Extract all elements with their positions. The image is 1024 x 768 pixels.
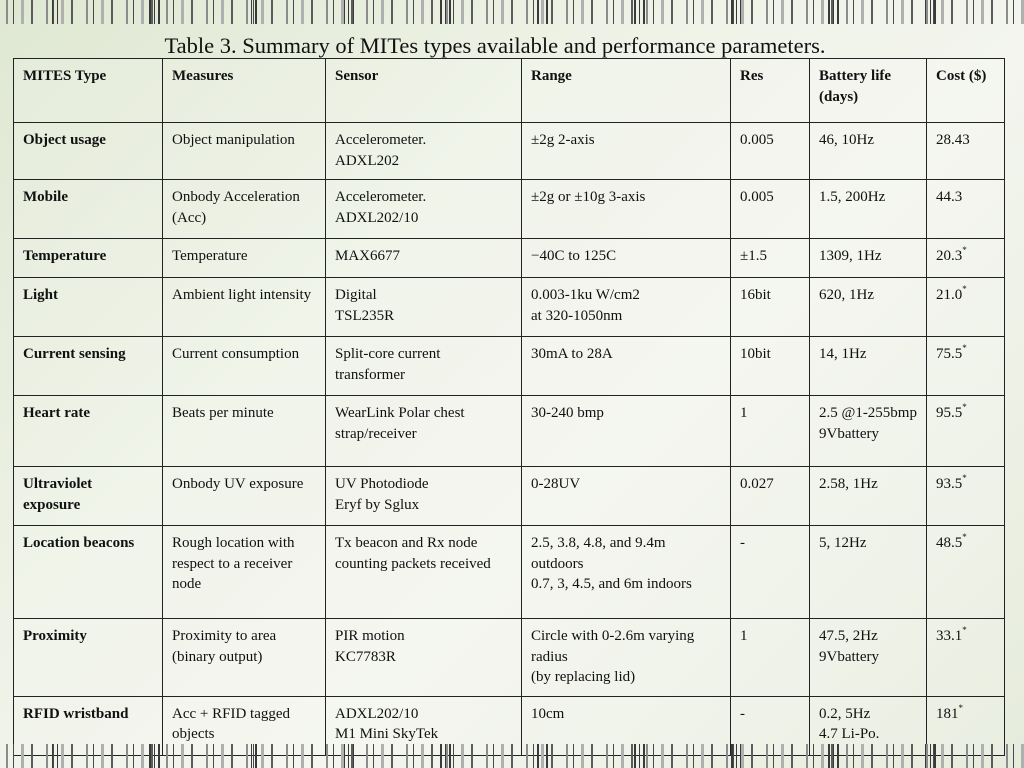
sensor-line: ADXL202/10	[335, 209, 419, 226]
res-cell	[731, 526, 810, 619]
battery-cell	[810, 337, 927, 396]
cost-cell	[927, 337, 1005, 396]
range-line: −40C to 125C	[531, 248, 617, 264]
type-cell	[14, 337, 163, 396]
sensor-line: Tx beacon and Rx node counting packets received	[335, 535, 491, 572]
res-text: ±1.5	[740, 248, 767, 264]
sensor-line: MAX6677	[335, 248, 401, 264]
res-cell	[731, 396, 810, 467]
battery-line: 14, 1Hz	[819, 346, 867, 362]
footnote-marker: *	[962, 343, 967, 353]
table-row	[14, 467, 1005, 526]
header-cell: Cost ($)	[927, 59, 1005, 123]
range-cell	[522, 467, 731, 526]
range-line: ±2g 2-axis	[531, 132, 595, 148]
header-cell: Sensor	[326, 59, 522, 123]
table-row	[14, 526, 1005, 619]
range-line: 0-28UV	[531, 476, 581, 492]
sensor-cell	[326, 526, 522, 619]
type-text: Current sensing	[23, 346, 126, 362]
mites-summary-table	[13, 58, 1005, 756]
range-cell	[522, 278, 731, 337]
battery-line: 2.58, 1Hz	[819, 476, 878, 492]
footnote-marker: *	[962, 532, 967, 542]
battery-line: 1309, 1Hz	[819, 248, 882, 264]
measures-text: Onbody UV exposure	[172, 476, 304, 492]
decorative-barcode-top	[0, 0, 1024, 24]
res-cell	[731, 337, 810, 396]
sensor-line: Digital	[335, 287, 377, 303]
sensor-cell	[326, 337, 522, 396]
cost-text: 20.3	[936, 248, 963, 264]
cost-text: 33.1	[936, 628, 963, 644]
range-cell	[522, 396, 731, 467]
range-line: (by replacing lid)	[531, 669, 636, 685]
table-row	[14, 619, 1005, 697]
cost-text: 93.5	[936, 476, 963, 492]
battery-cell	[810, 526, 927, 619]
measures-text: Temperature	[172, 248, 248, 264]
type-cell	[14, 180, 163, 239]
sensor-cell	[326, 467, 522, 526]
table-row	[14, 180, 1005, 239]
measures-text: Proximity to area (binary output)	[172, 628, 277, 665]
type-text: Location beacons	[23, 535, 135, 551]
measures-text: Object manipulation	[172, 132, 295, 148]
battery-cell	[810, 396, 927, 467]
type-cell	[14, 467, 163, 526]
res-text: 0.027	[740, 476, 774, 492]
res-cell	[731, 467, 810, 526]
footnote-marker: *	[962, 245, 967, 255]
measures-cell	[163, 396, 326, 467]
cost-cell	[927, 278, 1005, 337]
cost-cell	[927, 123, 1005, 180]
battery-cell	[810, 239, 927, 278]
measures-text: Current consumption	[172, 346, 300, 362]
type-text: RFID wristband	[23, 705, 129, 722]
cost-cell	[927, 467, 1005, 526]
range-line: at 320-1050nm	[531, 307, 623, 324]
footnote-marker: *	[962, 402, 967, 412]
range-line: 30-240 bmp	[531, 405, 604, 421]
header-cell: MITES Type	[14, 59, 163, 123]
cost-text: 95.5	[936, 405, 963, 421]
type-text: Proximity	[23, 628, 87, 644]
type-text: Ultraviolet exposure	[23, 476, 93, 513]
cost-text: 48.5	[936, 535, 963, 551]
sensor-line: KC7783R	[335, 648, 396, 665]
res-text: 16bit	[740, 287, 771, 303]
header-cell: Battery life (days)	[810, 59, 927, 123]
sensor-line: UV Photodiode	[335, 476, 429, 492]
cost-cell	[927, 396, 1005, 467]
range-cell	[522, 337, 731, 396]
res-text: 10bit	[740, 346, 771, 362]
measures-cell	[163, 467, 326, 526]
sensor-line: ADXL202	[335, 152, 400, 169]
footnote-marker: *	[962, 473, 967, 483]
range-cell	[522, 180, 731, 239]
res-text: -	[740, 705, 745, 722]
sensor-line: PIR motion	[335, 628, 405, 644]
cost-text: 28.43	[936, 132, 970, 148]
header-cell: Measures	[163, 59, 326, 123]
sensor-cell	[326, 239, 522, 278]
measures-text: Rough location with respect to a receiver node	[172, 535, 295, 592]
measures-cell	[163, 278, 326, 337]
range-cell	[522, 526, 731, 619]
range-line: 30mA to 28A	[531, 346, 613, 362]
cost-cell	[927, 619, 1005, 697]
battery-line: 9Vbattery	[819, 425, 879, 442]
res-text: 1	[740, 405, 748, 421]
header-cell: Res	[731, 59, 810, 123]
cost-text: 181	[936, 705, 959, 722]
table-row	[14, 337, 1005, 396]
battery-cell	[810, 278, 927, 337]
cost-cell	[927, 239, 1005, 278]
battery-line: 5, 12Hz	[819, 535, 867, 551]
type-text: Heart rate	[23, 405, 91, 421]
sensor-line: ADXL202/10	[335, 705, 419, 722]
cost-text: 44.3	[936, 189, 963, 205]
table-caption: Table 3. Summary of MITes types available and performance parameters.	[164, 33, 826, 58]
measures-cell	[163, 619, 326, 697]
range-cell	[522, 239, 731, 278]
type-cell	[14, 526, 163, 619]
type-cell	[14, 278, 163, 337]
battery-line: 1.5, 200Hz	[819, 189, 886, 205]
sensor-cell	[326, 123, 522, 180]
sensor-line: M1 Mini SkyTek	[335, 726, 439, 742]
measures-cell	[163, 337, 326, 396]
battery-line: 2.5 @1-255bmp	[819, 405, 917, 421]
header-row	[14, 59, 1005, 123]
battery-line: 9Vbattery	[819, 648, 879, 665]
sensor-line: Split-core current transformer	[335, 346, 441, 383]
res-cell	[731, 619, 810, 697]
range-line: 10cm	[531, 705, 565, 722]
range-line: 0.7, 3, 4.5, and 6m indoors	[531, 576, 692, 592]
decorative-barcode-bottom	[0, 744, 1024, 768]
sensor-line: TSL235R	[335, 307, 395, 324]
cost-text: 21.0	[936, 287, 963, 303]
range-line: 2.5, 3.8, 4.8, and 9.4m outdoors	[531, 535, 666, 572]
sensor-line: WearLink Polar chest strap/receiver	[335, 405, 465, 442]
res-cell	[731, 180, 810, 239]
type-cell	[14, 396, 163, 467]
sensor-line: Eryf by Sglux	[335, 496, 420, 513]
res-cell	[731, 239, 810, 278]
res-text: 0.005	[740, 132, 774, 148]
sensor-cell	[326, 619, 522, 697]
measures-text: Ambient light intensity	[172, 287, 312, 303]
range-line: 0.003-1ku W/cm2	[531, 287, 640, 303]
battery-cell	[810, 123, 927, 180]
battery-line: 620, 1Hz	[819, 287, 874, 303]
table-row	[14, 396, 1005, 467]
battery-line: 47.5, 2Hz	[819, 628, 878, 644]
battery-line: 4.7 Li-Po.	[819, 726, 880, 742]
footnote-marker: *	[962, 284, 967, 294]
type-text: Temperature	[23, 248, 107, 264]
range-line: Circle with 0-2.6m varying radius	[531, 628, 695, 665]
res-cell	[731, 278, 810, 337]
table-row	[14, 239, 1005, 278]
table-row	[14, 123, 1005, 180]
type-text: Mobile	[23, 189, 68, 205]
range-cell	[522, 619, 731, 697]
footnote-marker: *	[958, 702, 963, 713]
battery-cell	[810, 619, 927, 697]
cost-cell	[927, 526, 1005, 619]
measures-text: Acc + RFID tagged objects	[172, 705, 291, 742]
type-text: Object usage	[23, 132, 106, 148]
sensor-cell	[326, 396, 522, 467]
cost-cell	[927, 180, 1005, 239]
res-text: -	[740, 535, 745, 551]
sensor-cell	[326, 278, 522, 337]
sensor-cell	[326, 180, 522, 239]
sensor-line: Accelerometer.	[335, 132, 427, 148]
measures-cell	[163, 526, 326, 619]
type-text: Light	[23, 287, 59, 303]
type-cell	[14, 239, 163, 278]
cost-text: 75.5	[936, 346, 963, 362]
table-row	[14, 278, 1005, 337]
battery-cell	[810, 467, 927, 526]
type-cell	[14, 619, 163, 697]
battery-line: 46, 10Hz	[819, 132, 874, 148]
battery-cell	[810, 180, 927, 239]
type-cell	[14, 123, 163, 180]
measures-text: Beats per minute	[172, 405, 274, 421]
sensor-line: Accelerometer.	[335, 189, 427, 205]
header-cell: Range	[522, 59, 731, 123]
measures-text: Onbody Acceleration (Acc)	[172, 189, 300, 226]
measures-cell	[163, 123, 326, 180]
range-cell	[522, 123, 731, 180]
res-cell	[731, 123, 810, 180]
footnote-marker: *	[962, 625, 967, 635]
measures-cell	[163, 180, 326, 239]
res-text: 1	[740, 628, 748, 644]
battery-line: 0.2, 5Hz	[819, 705, 871, 722]
res-text: 0.005	[740, 189, 774, 205]
measures-cell	[163, 239, 326, 278]
range-line: ±2g or ±10g 3-axis	[531, 189, 646, 205]
